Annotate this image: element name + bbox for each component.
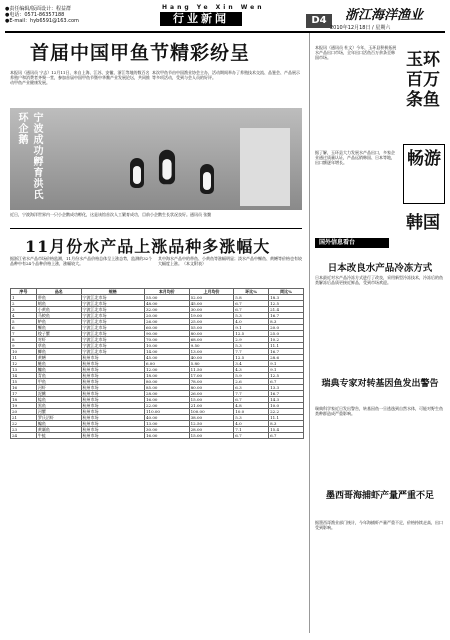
table-cell: 55.00 — [144, 295, 189, 301]
table-cell: 23 — [11, 427, 37, 433]
table-cell: 4.8 — [234, 403, 269, 409]
editor-line: ●责任编辑/版面设计：程益群 — [5, 6, 72, 12]
photo-overlay-title: 宁波成功孵育洪氏环企鹅 — [16, 112, 42, 200]
table-cell: 杭州市场 — [81, 373, 144, 379]
table-cell: 马鲛鱼 — [36, 313, 81, 319]
right-headline-vertical2: 韩国 — [406, 213, 440, 233]
table-cell: 21.00 — [189, 403, 234, 409]
table-cell: 杭州市场 — [81, 391, 144, 397]
boxed-headline-text: 畅游 — [407, 149, 441, 169]
table-cell: 15 — [11, 379, 37, 385]
table-cell: 52.00 — [189, 295, 234, 301]
story2-body-col2: 其中海水产品中的带鱼、小黄鱼等涨幅明显；淡水产品中鳜鱼、黄鳝等价格也有较大幅度上涨。（本文附表） — [158, 256, 302, 267]
table-cell: 5 — [11, 319, 37, 325]
table-cell: 6.7 — [269, 433, 304, 439]
table-cell: 6.00 — [144, 361, 189, 367]
col-header: 规格 — [81, 289, 144, 295]
table-cell: 48.00 — [144, 301, 189, 307]
table-cell: 15.4 — [269, 427, 304, 433]
table-cell: 40.00 — [189, 355, 234, 361]
table-cell: 24 — [11, 433, 37, 439]
table-cell: 16.7 — [269, 391, 304, 397]
table-cell: 黄鳝 — [36, 355, 81, 361]
table-cell: 宁波江北市场 — [81, 313, 144, 319]
table-cell: 5.3 — [234, 415, 269, 421]
table-cell: 杭州市场 — [81, 379, 144, 385]
table-cell: 对虾 — [36, 337, 81, 343]
table-cell: 15.00 — [189, 433, 234, 439]
table-cell: 小黄鱼 — [36, 307, 81, 313]
table-cell: 9.1 — [234, 325, 269, 331]
table-cell: 14 — [11, 373, 37, 379]
price-table — [10, 288, 304, 439]
table-cell: 26.00 — [144, 319, 189, 325]
table-cell: 9.50 — [189, 343, 234, 349]
penguin-figure — [200, 164, 214, 194]
table-cell: 杭州市场 — [81, 397, 144, 403]
table-cell: 21.4 — [269, 307, 304, 313]
penguin-photo — [10, 108, 302, 210]
col-header: 同比% — [269, 289, 304, 295]
table-cell: 梭子蟹 — [36, 331, 81, 337]
table-row — [11, 433, 304, 439]
table-cell: 90.00 — [144, 331, 189, 337]
col-header: 本月均价 — [144, 289, 189, 295]
table-cell: 21 — [11, 415, 37, 421]
table-cell: 12.5 — [234, 331, 269, 337]
table-cell: 7.1 — [234, 427, 269, 433]
table-cell: 杭州市场 — [81, 367, 144, 373]
table-cell: 12.50 — [189, 421, 234, 427]
table-cell: 68.00 — [189, 337, 234, 343]
masthead-info — [5, 6, 140, 24]
table-cell: 甲鱼 — [36, 379, 81, 385]
table-cell: 20.00 — [144, 313, 189, 319]
keeper-figure — [240, 128, 290, 206]
table-cell: 罗氏沼虾 — [36, 415, 81, 421]
foreign-body-1: 日本最近对水产品冷冻方式进行了改良，采用新型冷冻技术，冷冻后的鱼类解冻后品质更接近鲜品，受到市场欢迎。 — [315, 275, 443, 286]
table-cell: 11 — [11, 355, 37, 361]
foreign-headline-1: 日本改良水产品冷冻方式 — [327, 263, 433, 274]
table-cell: 15.00 — [189, 397, 234, 403]
table-cell: 14.3 — [269, 397, 304, 403]
table-cell: 8.3 — [269, 421, 304, 427]
table-cell: 10.0 — [234, 409, 269, 415]
section-english: Hang Ye Xin Wen — [162, 4, 265, 11]
photo-caption: 近日，宁波海洋世界内一只小企鹅成功孵化，这是该馆首次人工繁育成功，目前小企鹅生长状况良好。通讯员 张勤 — [10, 212, 212, 217]
table-cell: 宁波江北市场 — [81, 319, 144, 325]
table-cell: 14.00 — [144, 349, 189, 355]
table-cell: 杭州市场 — [81, 361, 144, 367]
table-cell: 12.5 — [269, 301, 304, 307]
right-headline-vertical: 玉环百万条鱼 — [406, 50, 440, 110]
table-cell: 10.2 — [269, 337, 304, 343]
table-body — [11, 295, 304, 439]
table-cell: 黑鱼 — [36, 403, 81, 409]
table-cell: 4.0 — [234, 319, 269, 325]
page-number: D4 — [306, 14, 332, 28]
table-cell: 杭州市场 — [81, 403, 144, 409]
table-cell: 6.7 — [234, 433, 269, 439]
table-cell: 牛蛙 — [36, 433, 81, 439]
table-cell: 宁波江北市场 — [81, 301, 144, 307]
table-cell: 13.00 — [189, 349, 234, 355]
newspaper-name: 浙江海洋渔业 — [345, 8, 424, 23]
table-cell: 宁波江北市场 — [81, 295, 144, 301]
table-cell: 鲶鱼 — [36, 397, 81, 403]
table-cell: 鳊鱼 — [36, 421, 81, 427]
table-cell: 带鱼 — [36, 295, 81, 301]
table-cell: 宁波江北市场 — [81, 349, 144, 355]
table-cell: 河蟹 — [36, 409, 81, 415]
table-cell: 3 — [11, 307, 37, 313]
table-cell: 黄颡鱼 — [36, 427, 81, 433]
table-cell: 鳙鱼 — [36, 367, 81, 373]
table-cell: 45.00 — [189, 301, 234, 307]
table-cell: 鳜鱼 — [36, 325, 81, 331]
table-cell: 78.00 — [189, 379, 234, 385]
table-cell: 青鱼 — [36, 373, 81, 379]
table-cell: 10 — [11, 349, 37, 355]
table-cell: 11.1 — [269, 343, 304, 349]
table-cell: 16.00 — [144, 433, 189, 439]
table-cell: 30.00 — [144, 427, 189, 433]
foreign-news-bar: 国外信息看台 — [315, 238, 389, 248]
table-cell: 20.0 — [269, 325, 304, 331]
table-cell: 泥鳅 — [36, 391, 81, 397]
table-cell: 18.00 — [144, 373, 189, 379]
table-cell: 55.00 — [189, 325, 234, 331]
story1-body-col1: 本报讯（通讯员 宁志）12月11日，来自上海、江苏、安徽、浙江等地的数百名养殖户和消费者齐聚一堂，参加首届中国甲鱼节暨中华鳖产业发展论坛，共同推动甲鱼产业健康发展。 — [10, 70, 150, 86]
table-cell: 28.00 — [144, 391, 189, 397]
table-cell: 22.2 — [269, 409, 304, 415]
table-cell: 6.7 — [234, 307, 269, 313]
table-cell: 12 — [11, 361, 37, 367]
table-cell: 宁波江北市场 — [81, 307, 144, 313]
section-divider — [10, 228, 302, 229]
table-cell: 28.00 — [189, 427, 234, 433]
table-cell: 河虾 — [36, 385, 81, 391]
table-cell: 11.1 — [269, 415, 304, 421]
col-header: 上月均价 — [189, 289, 234, 295]
table-cell: 19 — [11, 403, 37, 409]
table-cell: 草鱼 — [36, 343, 81, 349]
right-story-body2: 据了解，玉环县大力发展水产品出口，多家企业通过质量认证，产品远销韩国、日本等地，出口额逐年增长。 — [315, 150, 395, 166]
table-cell: 宁波江北市场 — [81, 343, 144, 349]
table-cell: 鲈鱼 — [36, 319, 81, 325]
table-cell: 5.8 — [234, 295, 269, 301]
table-cell: 20 — [11, 409, 37, 415]
table-cell: 19.00 — [189, 313, 234, 319]
table-cell: 45.00 — [144, 355, 189, 361]
table-cell: 18.3 — [269, 295, 304, 301]
table-cell: 杭州市场 — [81, 433, 144, 439]
table-cell: 16.7 — [269, 349, 304, 355]
right-story-body1: 本报讯（通讯员 杜文）今年，玉环县积极拓展水产品出口市场，全年出口活鱼百万余条至韩国市场。 — [315, 45, 397, 61]
penguin-figure — [159, 150, 175, 185]
table-cell: 7.7 — [234, 391, 269, 397]
table-cell: 40.00 — [144, 415, 189, 421]
table-cell: 6 — [11, 325, 37, 331]
table-cell: 17 — [11, 391, 37, 397]
table-cell: 28.6 — [269, 355, 304, 361]
table-cell: 杭州市场 — [81, 385, 144, 391]
story1-headline: 首届中国甲鱼节精彩纷呈 — [30, 42, 251, 64]
issue-date: 2010年12月18日 / 星期六 — [330, 25, 391, 31]
table-cell: 10.00 — [144, 343, 189, 349]
table-cell: 11.50 — [189, 367, 234, 373]
table-cell: 杭州市场 — [81, 427, 144, 433]
table-cell: 85.00 — [144, 385, 189, 391]
table-cell: 80.00 — [189, 385, 234, 391]
table-cell: 9.1 — [269, 367, 304, 373]
table-cell: 13.3 — [269, 385, 304, 391]
table-cell: 12.5 — [234, 355, 269, 361]
table-cell: 杭州市场 — [81, 355, 144, 361]
table-cell: 杭州市场 — [81, 409, 144, 415]
table-cell: 4.0 — [234, 421, 269, 427]
story1-body-col2: 本次甲鱼节由中国渔业协会主办，活动期间举办了养殖技术交流、品鉴会、产品展示等多项活动，受到与会人员的好评。 — [152, 70, 300, 81]
table-cell: 3.4 — [234, 361, 269, 367]
phone-line: ●电话：0571-86357188 — [5, 12, 65, 18]
table-cell: 9.1 — [269, 361, 304, 367]
boxed-headline — [403, 144, 445, 204]
table-cell: 6.3 — [234, 385, 269, 391]
table-cell: 12.5 — [269, 373, 304, 379]
table-cell: 2.9 — [234, 337, 269, 343]
email-line: ●E-mail：hyb6591@163.com — [5, 18, 79, 24]
table-cell: 16.00 — [144, 397, 189, 403]
table-cell: 32.00 — [144, 307, 189, 313]
table-cell: 10.0 — [269, 403, 304, 409]
table-cell: 5.3 — [234, 343, 269, 349]
table-cell: 8 — [11, 337, 37, 343]
table-cell: 80.00 — [189, 331, 234, 337]
table-cell: 22.00 — [144, 403, 189, 409]
table-cell: 100.00 — [189, 409, 234, 415]
table-cell: 8.3 — [269, 319, 304, 325]
masthead-rule — [5, 31, 445, 33]
table-cell: 宁波江北市场 — [81, 331, 144, 337]
table-cell: 25.0 — [269, 331, 304, 337]
col-header: 环比% — [234, 289, 269, 295]
table-cell: 9 — [11, 343, 37, 349]
table-cell: 60.00 — [144, 325, 189, 331]
table-cell: 6.7 — [269, 379, 304, 385]
table-cell: 5.80 — [189, 361, 234, 367]
table-cell: 38.00 — [189, 415, 234, 421]
foreign-headline-2: 瑞典专家对转基因鱼发出警告 — [321, 379, 439, 389]
table-cell: 杭州市场 — [81, 421, 144, 427]
table-cell: 17.00 — [189, 373, 234, 379]
table-cell: 杭州市场 — [81, 415, 144, 421]
table-cell: 鲳鱼 — [36, 301, 81, 307]
table-cell: 7 — [11, 331, 37, 337]
table-cell: 26.00 — [189, 391, 234, 397]
foreign-headline-3: 墨西哥海捕虾产量严重不足 — [325, 491, 434, 501]
table-cell: 1 — [11, 295, 37, 301]
table-cell: 7.7 — [234, 349, 269, 355]
column-divider — [309, 33, 310, 633]
table-cell: 16 — [11, 385, 37, 391]
table-cell: 13 — [11, 367, 37, 373]
table-cell: 5.3 — [234, 313, 269, 319]
table-cell: 鲫鱼 — [36, 349, 81, 355]
penguin-figure — [130, 158, 144, 188]
foreign-body-3: 据墨西哥渔业部门统计，今年海捕虾产量严重不足，价格持续走高，出口受到影响。 — [315, 520, 443, 531]
table-cell: 2.6 — [234, 379, 269, 385]
table-cell: 宁波江北市场 — [81, 337, 144, 343]
table-cell: 13.00 — [144, 421, 189, 427]
table-cell: 70.00 — [144, 337, 189, 343]
section-title: 行业新闻 — [160, 12, 242, 26]
table-cell: 16.7 — [269, 313, 304, 319]
col-header: 品名 — [36, 289, 81, 295]
table-cell: 鲢鱼 — [36, 361, 81, 367]
table-cell: 2 — [11, 301, 37, 307]
foreign-body-2: 瑞典科学家近日发出警告，转基因鱼一旦逃逸到自然水体，可能对野生鱼类种群造成严重影响。 — [315, 406, 443, 417]
table-cell: 6.7 — [234, 301, 269, 307]
table-cell: 宁波江北市场 — [81, 325, 144, 331]
table-cell: 4.3 — [234, 367, 269, 373]
table-cell: 4 — [11, 313, 37, 319]
col-header: 序号 — [11, 289, 37, 295]
story2-body-col1: 据浙江省水产品市场价格监测，11月份水产品价格总体呈上涨态势，监测的32个品种中有24个品种价格上涨，涨幅较大。 — [10, 256, 153, 267]
table-cell: 80.00 — [144, 379, 189, 385]
table-cell: 25.00 — [189, 319, 234, 325]
table-cell: 18 — [11, 397, 37, 403]
table-cell: 22 — [11, 421, 37, 427]
table-cell: 110.00 — [144, 409, 189, 415]
table-cell: 30.00 — [189, 307, 234, 313]
story2-headline: 11月份水产品上涨品种多涨幅大 — [25, 237, 271, 256]
table-cell: 5.9 — [234, 373, 269, 379]
table-cell: 6.7 — [234, 397, 269, 403]
table-cell: 12.00 — [144, 367, 189, 373]
